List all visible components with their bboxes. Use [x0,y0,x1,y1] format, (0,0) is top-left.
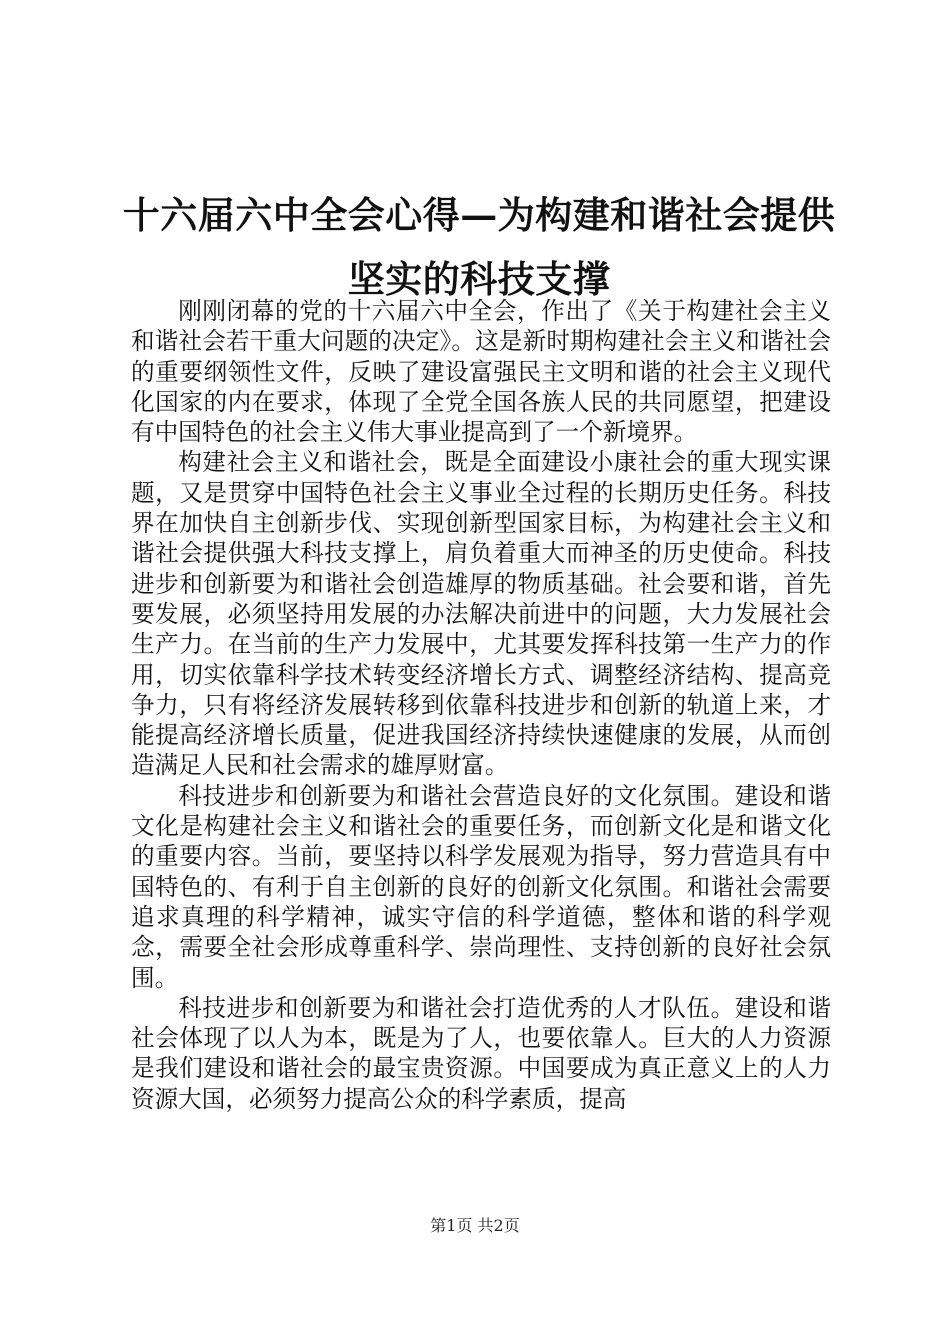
document-title: 十六届六中全会心得—为构建和谐社会提供坚实的科技支撑 [122,193,836,301]
paragraph-3: 科技进步和创新要为和谐社会营造良好的文化氛围。建设和谐文化是构建社会主义和谐社会的重要任务，而创新文化是和谐文化的重要内容。当前，要坚持以科学发展观为指导，努力营造具有中国特色的、有利于自主创新的良好的创新文化氛围。和谐社会需要追求真理的科学精神，诚实守信的科学道德，整体和谐的科学观念，需要全社会形成尊重科学、崇尚理性、支持创新的良好社会氛围。 [131,781,831,992]
page-number-footer: 第1页 共2页 [430,1216,520,1235]
document-body [131,296,831,1114]
paragraph-2: 构建社会主义和谐社会，既是全面建设小康社会的重大现实课题，又是贯穿中国特色社会主义事业全过程的长期历史任务。科技界在加快自主创新步伐、实现创新型国家目标，为构建社会主义和谐社会提供强大科技支撑上，肩负着重大而神圣的历史使命。科技进步和创新要为和谐社会创造雄厚的物质基础。社会要和谐，首先要发展，必须坚持用发展的办法解决前进中的问题，大力发展社会生产力。在当前的生产力发展中，尤其要发挥科技第一生产力的作用，切实依靠科学技术转变经济增长方式、调整经济结构、提高竞争力，只有将经济发展转移到依靠科技进步和创新的轨道上来，才能提高经济增长质量，促进我国经济持续快速健康的发展，从而创造满足人民和社会需求的雄厚财富。 [131,448,831,780]
paragraph-1: 刚刚闭幕的党的十六届六中全会，作出了《关于构建社会主义和谐社会若干重大问题的决定》。这是新时期构建社会主义和谐社会的重要纲领性文件，反映了建设富强民主文明和谐的社会主义现代化国家的内在要求，体现了全党全国各族人民的共同愿望，把建设有中国特色的社会主义伟大事业提高到了一个新境界。 [131,297,831,447]
paragraph-4: 科技进步和创新要为和谐社会打造优秀的人才队伍。建设和谐社会体现了以人为本，既是为了人，也要依靠人。巨大的人力资源是我们建设和谐社会的最宝贵资源。中国要成为真正意义上的人力资源大国，必须努力提高公众的科学素质，提高 [131,993,831,1113]
